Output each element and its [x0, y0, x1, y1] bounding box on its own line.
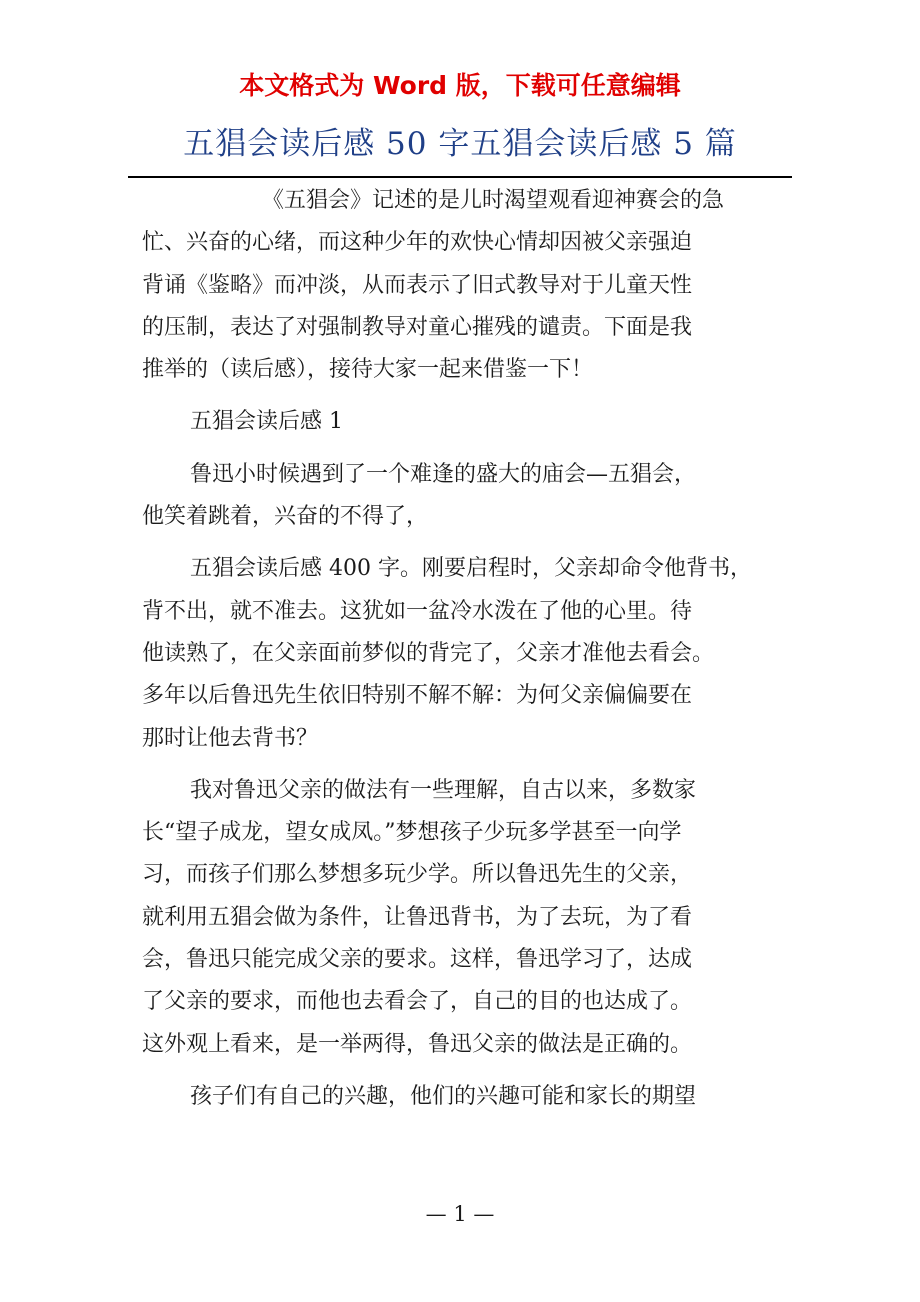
- paragraph-line: 习，而孩子们那么梦想多玩少学。所以鲁迅先生的父亲，: [142, 862, 693, 888]
- document-title: 五猖会读后感 50 字五猖会读后感 5 篇: [183, 126, 737, 162]
- paragraph-line: 会，鲁迅只能完成父亲的要求。这样，鲁迅学习了，达成: [142, 947, 693, 973]
- paragraph-gap: [142, 1066, 802, 1076]
- paragraph-intro-line: 推举的（读后感），接待大家一起来借鉴一下！: [142, 357, 594, 383]
- title-divider: [128, 176, 792, 178]
- paragraph-intro-line: 的压制，表达了对强制教导对童心摧残的谴责。下面是我: [142, 314, 693, 340]
- paragraph-line: 他读熟了，在父亲面前梦似的背完了，父亲才准他去看会。: [142, 640, 715, 666]
- paragraph-line: 鲁迅小时候遇到了一个难逢的盛大的庙会—五猖会，: [190, 461, 697, 487]
- paragraph-line: 他笑着跳着，兴奋的不得了，: [142, 504, 429, 530]
- paragraph-line: 长“望子成龙，望女成凤。”梦想孩子少玩多学甚至一向学: [142, 820, 682, 846]
- page-number: — 1 —: [425, 1202, 495, 1226]
- paragraph-gap: [142, 391, 802, 401]
- paragraph-line: 这外观上看来，是一举两得，鲁迅父亲的做法是正确的。: [142, 1031, 693, 1057]
- paragraph-gap: [142, 538, 802, 548]
- document-body: [142, 180, 802, 1118]
- paragraph-line: 多年以后鲁迅先生依旧特别不解不解：为何父亲偏偏要在: [142, 683, 693, 709]
- paragraph-line: 了父亲的要求，而他也去看会了，自己的目的也达成了。: [142, 989, 693, 1015]
- paragraph-gap: [142, 444, 802, 454]
- section-heading: 五猖会读后感 1: [190, 409, 343, 435]
- format-notice: 本文格式为 Word 版，下载可任意编辑: [239, 71, 681, 100]
- paragraph-line: 背不出，就不准去。这犹如一盆冷水泼在了他的心里。待: [142, 598, 693, 624]
- paragraph-line: 五猖会读后感 400 字。刚要启程时，父亲却命令他背书，: [190, 556, 752, 582]
- paragraph-line: 孩子们有自己的兴趣，他们的兴趣可能和家长的期望: [190, 1083, 697, 1109]
- paragraph-gap: [142, 760, 802, 770]
- paragraph-line: 就利用五猖会做为条件，让鲁迅背书，为了去玩，为了看: [142, 904, 693, 930]
- paragraph-intro-line: 背诵《鉴略》而冲淡，从而表示了旧式教导对于儿童天性: [142, 272, 693, 298]
- paragraph-intro-line: 忙、兴奋的心绪，而这种少年的欢快心情却因被父亲强迫: [142, 230, 693, 256]
- paragraph-line: 我对鲁迅父亲的做法有一些理解，自古以来，多数家: [190, 777, 697, 803]
- paragraph-intro-line: 《五猖会》记述的是儿时渴望观看迎神赛会的急: [262, 188, 725, 213]
- paragraph-line: 那时让他去背书？: [142, 725, 319, 751]
